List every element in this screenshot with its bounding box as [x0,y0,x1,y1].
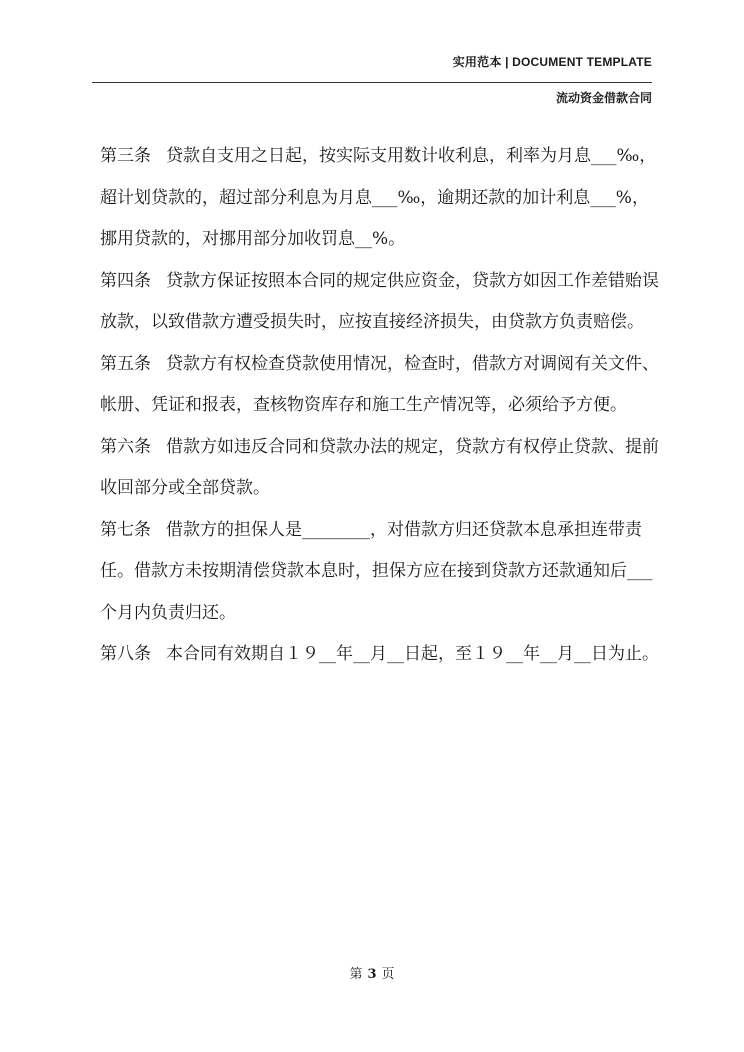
article-5 [100,344,660,427]
article-3 [100,136,660,261]
article-number: 第三条 [100,146,151,166]
article-number: 第五条 [100,353,151,374]
article-number: 第四条 [100,270,151,291]
document-body [100,136,660,676]
page-footer [0,963,744,982]
header-title: 实用范本 | DOCUMENT TEMPLATE [452,55,652,69]
article-text: 贷款方有权检查贷款使用情况，检查时，借款方对调阅有关文件、帐册、凭证和报表，查核物资库存和施工生产情况等，必须给予方便。 [100,353,659,415]
article-number: 第八条 [100,644,151,664]
article-number: 第六条 [100,436,151,457]
header-divider [92,82,652,83]
page-number: 3 [367,967,377,982]
article-text: 贷款方保证按照本合同的规定供应资金，贷款方如因工作差错贻误放款，以致借款方遭受损失时，应按直接经济损失，由贷款方负责赔偿。 [100,270,659,332]
document-subtitle: 流动资金借款合同 [555,91,652,105]
article-7 [100,510,660,635]
article-text: 借款方如违反合同和贷款办法的规定，贷款方有权停止贷款、提前收回部分或全部贷款。 [100,436,659,498]
article-text: 本合同有效期自１９__年__月__日起，至１９__年__月__日为止。 [166,644,659,664]
article-text: 借款方的担保人是________，对借款方归还贷款本息承担连带责任。借款方未按期清偿贷款本息时，担保方应在接到贷款方还款通知后___个月内负责归还。 [100,519,653,623]
page-suffix: 页 [381,967,395,982]
article-4 [100,261,660,344]
article-text: 贷款自支用之日起，按实际支用数计收利息，利率为月息___‰，超计划贷款的，超过部分利息为月息___‰，逾期还款的加计利息___%，挪用贷款的，对挪用部分加收罚息__%。 [100,146,657,249]
article-6 [100,427,660,510]
article-number: 第七条 [100,519,151,540]
page-prefix: 第 [349,967,363,982]
article-8 [100,634,660,676]
